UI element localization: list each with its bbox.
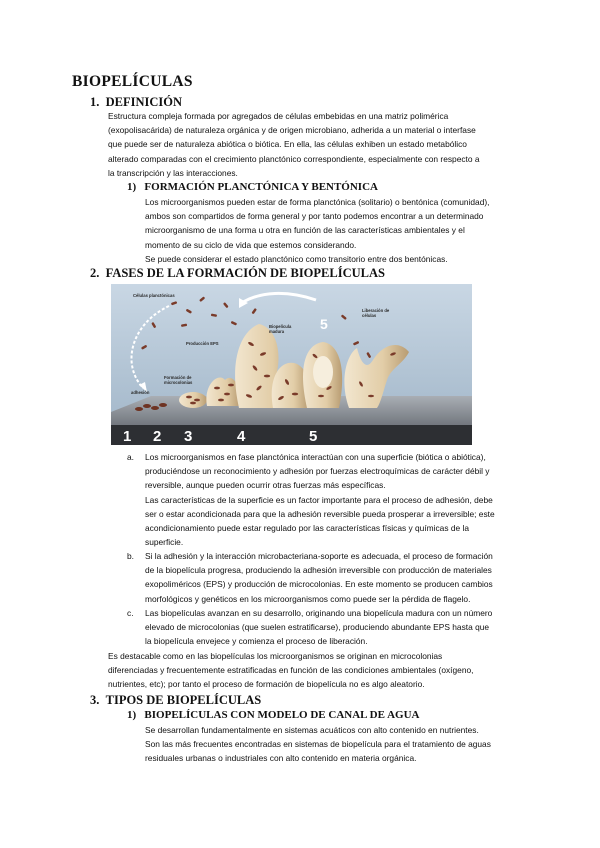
list-item-text: [145, 606, 492, 649]
subsection-title: BIOPELÍCULAS CON MODELO DE CANAL DE AGUA: [144, 709, 420, 721]
text-line: diferenciadas y frecuentemente estratificadas en función de las condiciones ambientales (oxígeno,: [108, 665, 474, 676]
label-microcolonies-1: Formación de: [164, 375, 192, 380]
section-heading-tipos: [90, 693, 261, 708]
text-line: ambos son compartidos de forma general y por tanto podemos encontrar a un determinado: [145, 211, 484, 222]
label-release-1: Liberación de: [362, 308, 390, 313]
text-line: produciéndose un reconocimiento y adhesión por fuerzas electroquímicas de carácter débil y: [145, 466, 490, 477]
text-line: superficie.: [145, 537, 184, 548]
text-line: residuales urbanas o industriales con alto contenido en materia orgánica.: [145, 753, 417, 764]
section-number: 1.: [90, 95, 100, 109]
definition-paragraph: [108, 109, 480, 180]
text-line: Las características de la superficie es un factor importante para el proceso de adhesión, debe: [145, 494, 493, 505]
biofilm-formation-figure: [111, 284, 472, 445]
list-letter: a.: [127, 452, 134, 462]
text-line: Es destacable como en las biopelículas los microorganismos se originan en microcolonias: [108, 651, 443, 661]
text-line: morfológicos y genéticos en los microorganismos como puede ser la pérdida de flagelo.: [145, 593, 471, 604]
text-line: reversible, aunque pueden ocurrir otras fuerzas más específicas.: [145, 480, 386, 491]
text-line: la transcripción y las interacciones.: [108, 167, 238, 178]
microcolony-small: [179, 392, 207, 408]
subsection-heading-planctonica: [127, 181, 378, 193]
text-line: Las biopelículas avanzan en su desarrollo, originando una biopelícula madura con un número: [145, 608, 493, 618]
step-number-top: 5: [320, 316, 328, 332]
text-line: Se desarrollan fundamentalmente en sistemas acuáticos con alto contenido en nutrientes.: [145, 725, 479, 735]
section-heading-definicion: [90, 95, 182, 110]
list-item-text: [145, 450, 495, 549]
text-line: elevado de microcolonias (que suelen estratificarse), produciendo abundante EPS hasta que: [145, 622, 490, 633]
text-line: Los microorganismos en fase planctónica interactúan con una superficie (biótica o abiótica),: [145, 452, 486, 462]
water-channel-paragraph: [145, 723, 491, 766]
planktonic-paragraph: [145, 195, 489, 266]
text-line: Si la adhesión y la interacción microbacteriana-soporte es adecuada, el proceso de formación: [145, 551, 493, 561]
label-eps-production: Producción EPS: [186, 341, 219, 346]
step-number-1: 1: [123, 428, 132, 445]
list-letter: c.: [127, 608, 134, 618]
text-line: (exopolisacárida) de naturaleza orgánica y de origen microbiano, adherida a un material o interfase: [108, 125, 476, 136]
label-planktonic-cells: Células planctónicas: [133, 293, 175, 298]
section-title: TIPOS DE BIOPELÍCULAS: [105, 693, 262, 707]
label-mature-biofilm-1: Biopelícula: [269, 324, 292, 329]
text-line: Estructura compleja formada por agregados de células embebidas en una matriz polimérica: [108, 111, 449, 121]
subsection-heading-canal-agua: [127, 709, 419, 721]
text-line: la biopelícula envejece y comienza el proceso de liberación.: [145, 636, 368, 647]
text-line: alterado comparadas con el crecimiento planctónico correspondiente, especialmente con respecto a: [108, 153, 480, 164]
section-number: 3.: [90, 693, 100, 707]
section-title: DEFINICIÓN: [105, 95, 183, 109]
text-line: momento de su ciclo de vida que estemos considerando.: [145, 239, 357, 250]
text-line: Se puede considerar el estado planctónico como transitorio entre dos bentónicas.: [145, 253, 448, 264]
subsection-title: FORMACIÓN PLANCTÓNICA Y BENTÓNICA: [144, 181, 378, 193]
text-line: que puede ser de naturaleza abiótica o biótica. En ella, las células exhiben un estado metabólico: [108, 139, 467, 150]
text-line: microorganismo de una forma u otra en función de las características ambientales y el: [145, 225, 465, 236]
text-line: ser o estar acondicionada para que la adhesión reversible pueda prosperar a irreversible; este: [145, 508, 495, 519]
label-mature-biofilm-2: madura: [269, 329, 285, 334]
text-line: acondicionamiento puede estar regulado por las características físicas y químicas de la: [145, 523, 470, 534]
substrate-front-edge: [111, 425, 472, 445]
subsection-number: 1): [127, 181, 137, 193]
list-item-text: [145, 549, 493, 606]
text-line: exopoliméricos (EPS) y producción de microcolonias. En este momento se producen cambios: [145, 579, 493, 590]
step-number-4: 4: [237, 428, 246, 445]
label-adhesion: adhesión: [131, 390, 150, 395]
text-line: de la biopelícula progresa, produciendo la adhesión irreversible con producción de materiales: [145, 565, 492, 576]
step-number-2: 2: [153, 428, 162, 445]
list-letter: b.: [127, 551, 134, 561]
text-line: Son las más frecuentes encontradas en sistemas de biopelícula para el tratamiento de aguas: [145, 739, 491, 750]
label-microcolonies-2: microcolonias: [164, 380, 193, 385]
step-number-5: 5: [309, 428, 318, 445]
section-title: FASES DE LA FORMACIÓN DE BIOPELÍCULAS: [105, 266, 385, 280]
text-line: Los microorganismos pueden estar de forma planctónica (solitario) o bentónica (comunidad),: [145, 197, 490, 207]
section-heading-fases: [90, 266, 385, 281]
closing-paragraph: [108, 649, 473, 692]
document-title: BIOPELÍCULAS: [72, 73, 193, 90]
section-number: 2.: [90, 266, 100, 280]
text-line: nutrientes, etc); por tanto el proceso de formación de biopelícula no es algo aleatorio.: [108, 679, 425, 690]
step-number-3: 3: [184, 428, 193, 445]
subsection-number: 1): [127, 709, 137, 721]
label-release-2: células: [362, 313, 377, 318]
biofilm-illustration: [111, 284, 472, 445]
